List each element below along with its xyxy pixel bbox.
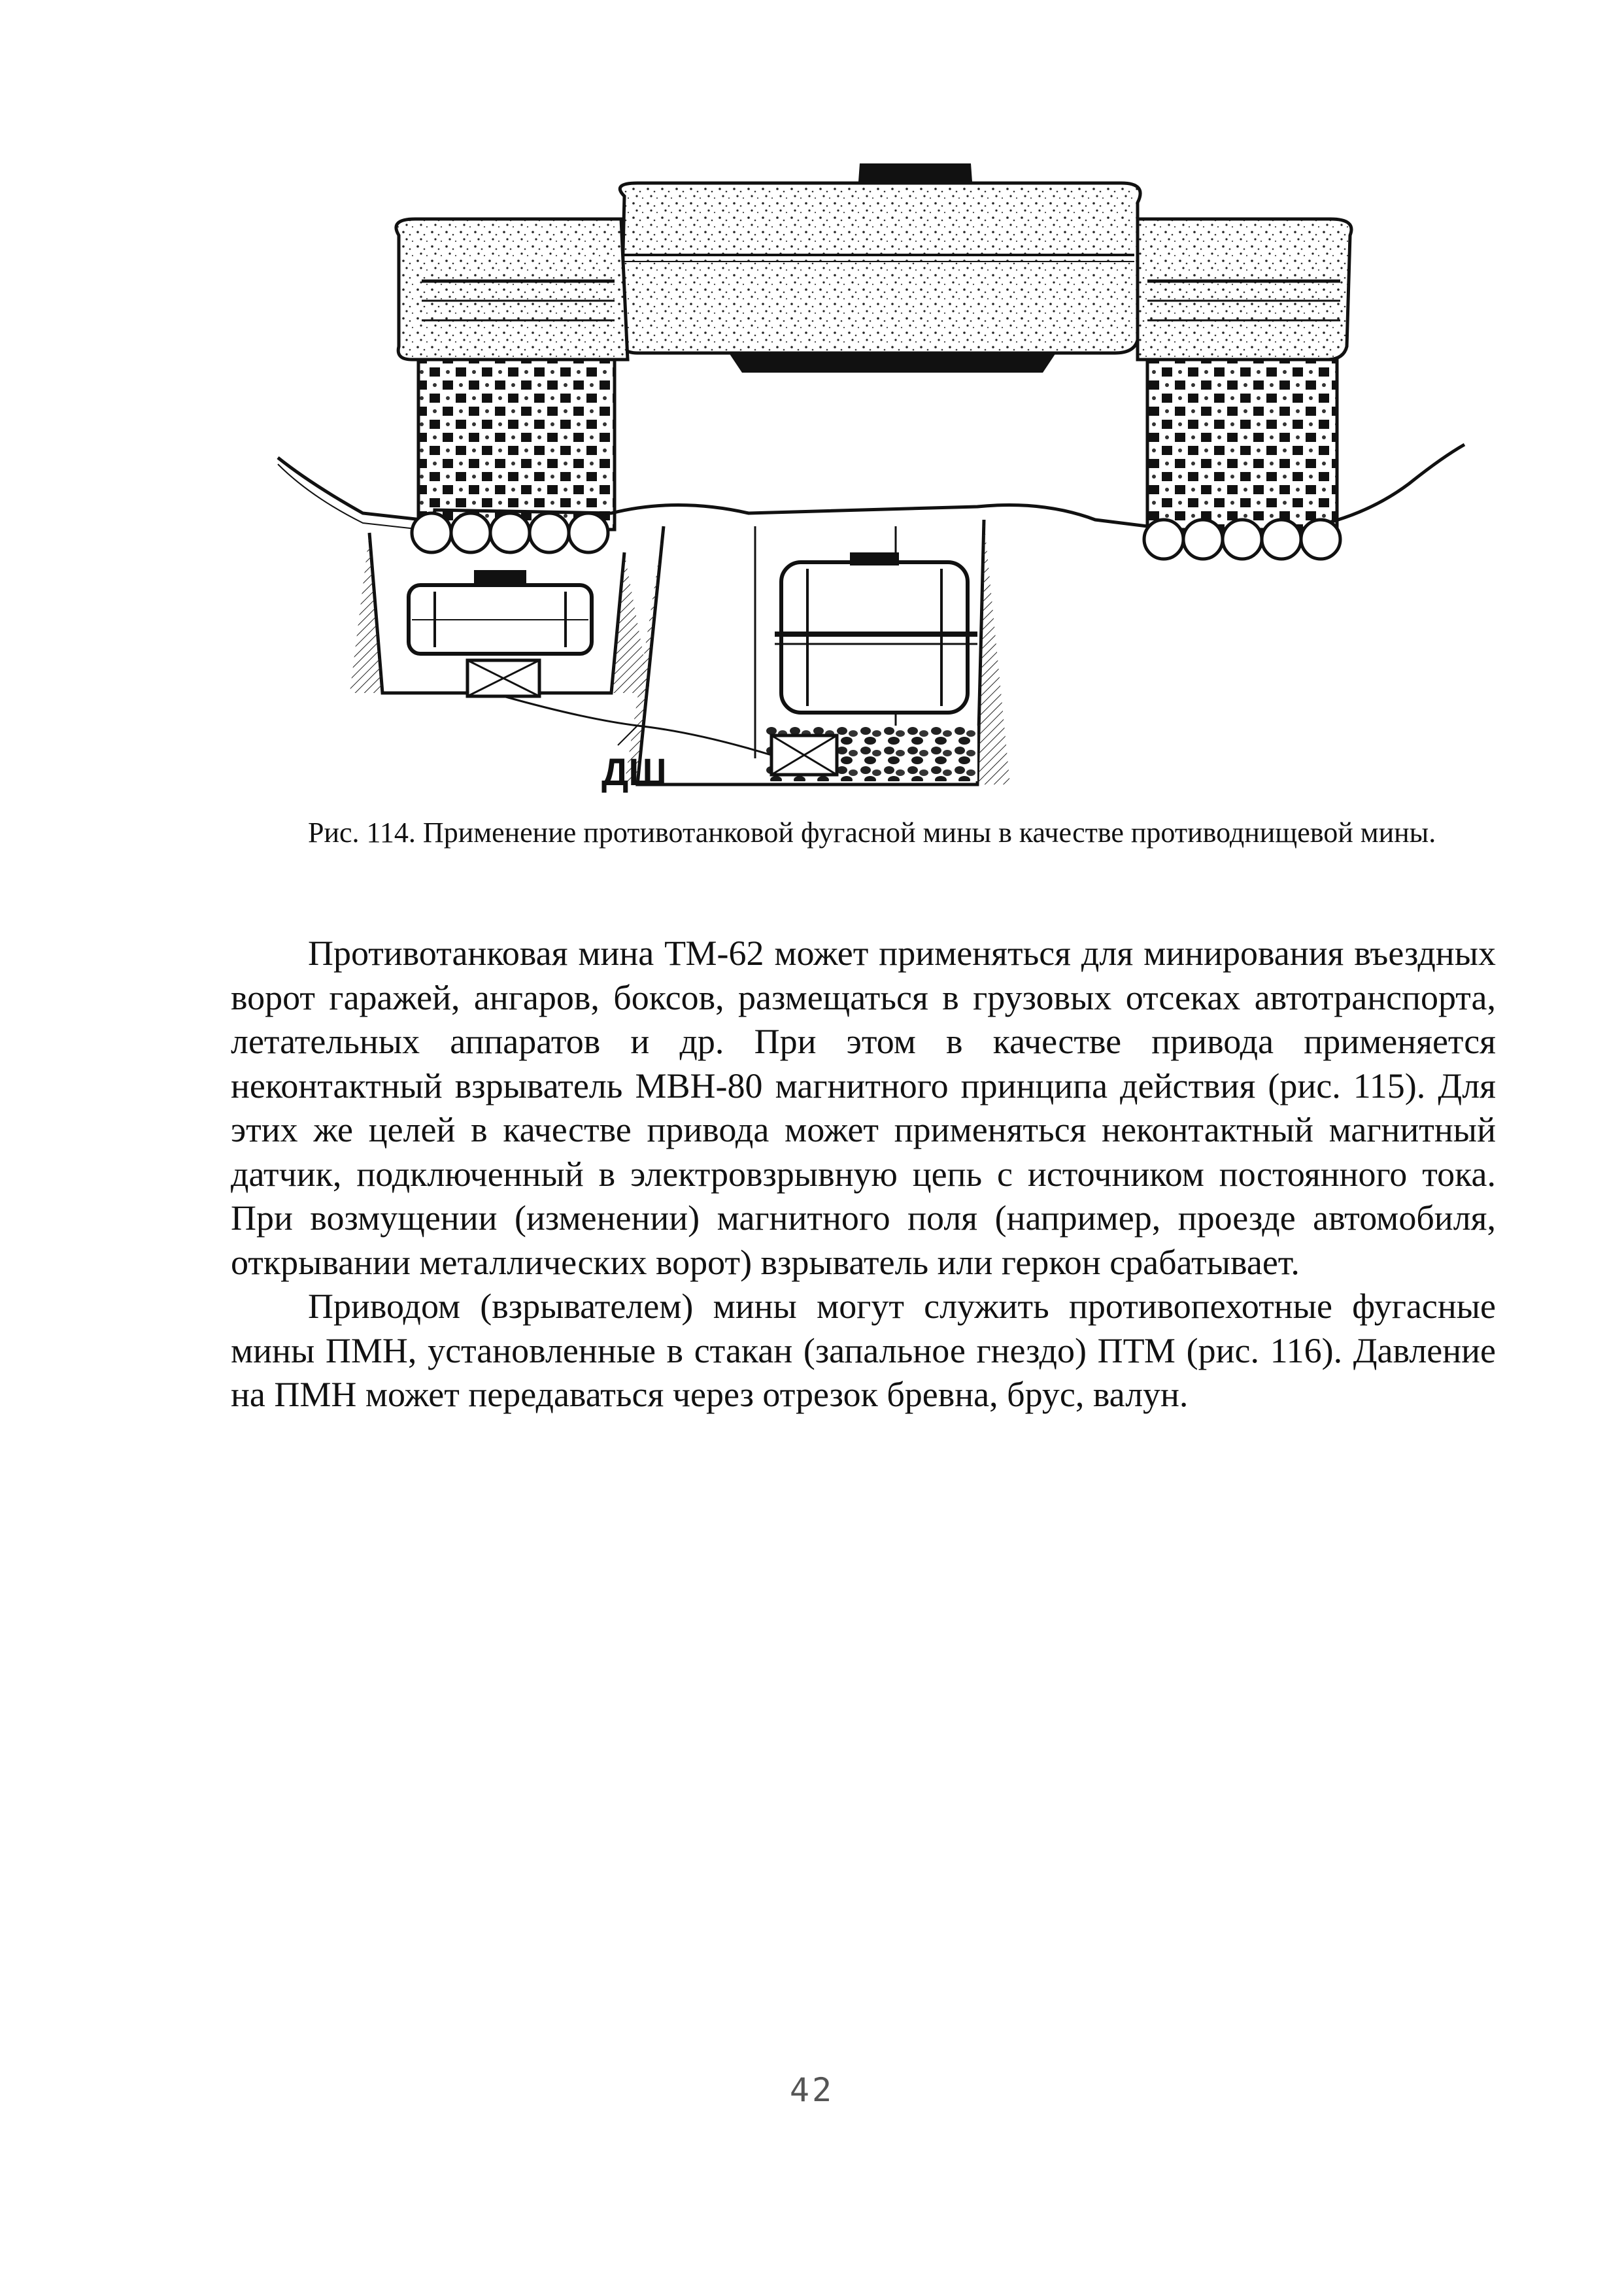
center-antitank-mine — [775, 552, 977, 713]
figure-114-illustration — [271, 157, 1468, 807]
left-road-wheels — [412, 513, 608, 552]
left-track — [418, 360, 615, 530]
left-fender — [396, 219, 628, 360]
right-road-wheels — [1144, 520, 1340, 559]
paragraph: Противотанковая мина ТМ-62 может применяться для минирования въездных ворот гаражей, ангаров, боксов, размещаться в грузовых отсеках автотранспорта, летательных аппаратов и др. При этом в качестве привода применяется неконтактный взрыватель МВН-80 магнитного принципа действия (рис. 115). Для этих же целей в качестве привода может применяться неконтактный магнитный датчик, подключенный в электровзрывную цепь с источником постоянного тока. При возмущении (изменении) магнитного поля (например, проезде автомобиля, открывании металлических ворот) взрыватель или геркон срабатывает. — [231, 934, 1496, 1282]
tank-hull — [620, 183, 1140, 353]
body-text — [231, 932, 1496, 1417]
left-antitank-mine — [409, 570, 592, 654]
caption-text: Рис. 114. Применение противотанковой фугасной мины в качестве противоднищевой мины. — [308, 817, 1436, 849]
figure-label-dsh: ДШ — [601, 751, 667, 794]
paragraph: Приводом (взрывателем) мины могут служить противопехотные фугасные мины ПМН, установленные в стакан (запальное гнездо) ПТМ (рис. 116). Давление на ПМН может передаваться через отрезок бревна, брус, валун. — [231, 1287, 1496, 1414]
right-track — [1147, 360, 1337, 530]
right-fender — [1138, 219, 1351, 360]
figure-caption — [231, 814, 1496, 852]
page-number: 42 — [789, 2071, 835, 2109]
tank-mine-drawing — [271, 157, 1468, 807]
